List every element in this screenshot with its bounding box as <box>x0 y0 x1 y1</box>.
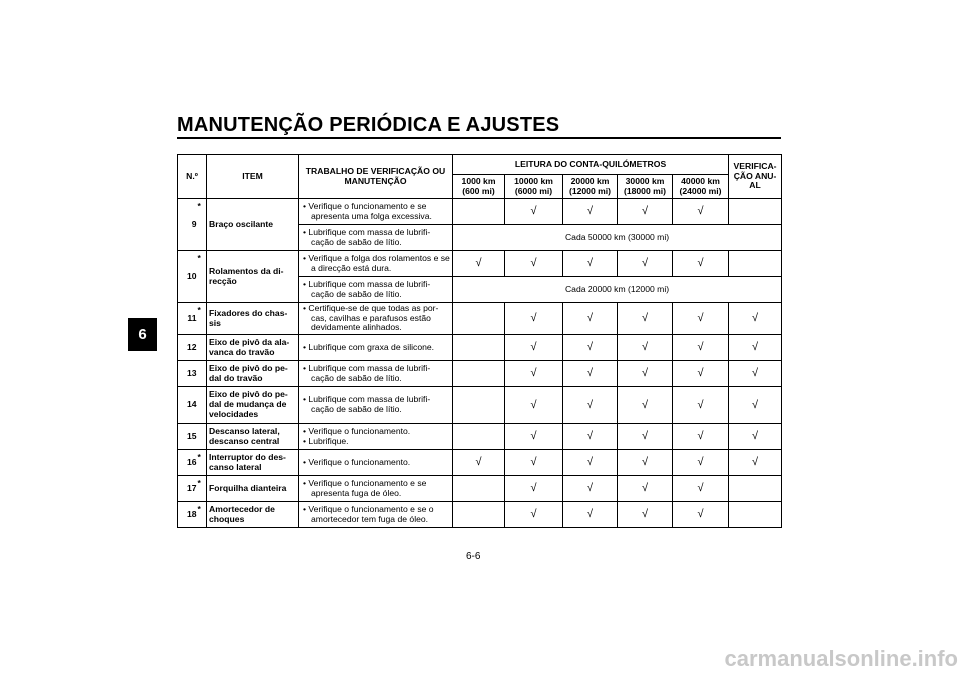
check-mark: √ <box>673 502 729 528</box>
check-mark: √ <box>618 199 673 225</box>
watermark: carmanualsonline.info <box>724 646 958 671</box>
check-mark: √ <box>729 450 782 476</box>
table-row <box>178 199 782 225</box>
check-mark: √ <box>563 361 618 387</box>
check-mark: √ <box>618 387 673 424</box>
row-number: 12 <box>178 335 198 361</box>
check-mark: √ <box>673 335 729 361</box>
check-mark: √ <box>673 450 729 476</box>
check-mark: √ <box>563 424 618 450</box>
dealer-mark <box>198 424 207 450</box>
check-mark: √ <box>563 199 618 225</box>
check-mark: √ <box>505 424 563 450</box>
item-name: Braço oscilante <box>207 199 299 251</box>
item-name: Fixadores do chas-sis <box>207 303 299 335</box>
check-mark: √ <box>729 335 782 361</box>
header-interval: 30000 km (18000 mi) <box>618 175 673 199</box>
table-row <box>178 502 782 528</box>
dealer-mark: * <box>198 476 207 502</box>
row-number: 9 <box>178 199 198 251</box>
row-number: 17 <box>178 476 198 502</box>
check-mark: √ <box>618 476 673 502</box>
item-name: Eixo de pivô da ala-vanca do travão <box>207 335 299 361</box>
row-number: 11 <box>178 303 198 335</box>
table-row <box>178 251 782 277</box>
check-mark: √ <box>618 502 673 528</box>
task-description: • Lubrifique com massa de lubrifi-cação de sabão de lítio. <box>299 361 453 387</box>
page-title: MANUTENÇÃO PERIÓDICA E AJUSTES <box>177 114 560 136</box>
item-name: Amortecedor de choques <box>207 502 299 528</box>
check-mark: √ <box>563 251 618 277</box>
header-work: TRABALHO DE VERIFICAÇÃO OU MANUTENÇÃO <box>299 155 453 199</box>
check-mark: √ <box>563 476 618 502</box>
check-mark: √ <box>563 335 618 361</box>
row-number: 15 <box>178 424 198 450</box>
check-mark: √ <box>618 303 673 335</box>
check-mark <box>453 199 505 225</box>
maintenance-table-body <box>178 199 782 528</box>
task-description: • Verifique o funcionamento e se o amortecedor tem fuga de óleo. <box>299 502 453 528</box>
check-mark: √ <box>505 199 563 225</box>
check-mark: √ <box>618 361 673 387</box>
check-mark: √ <box>563 502 618 528</box>
check-mark <box>729 251 782 277</box>
task-description: • Lubrifique com massa de lubrifi-cação de sabão de lítio. <box>299 277 453 303</box>
item-name: Descanso lateral, descanso central <box>207 424 299 450</box>
header-item: ITEM <box>207 155 299 199</box>
table-row <box>178 476 782 502</box>
header-annual: VERIFICA-ÇÃO ANU-AL <box>729 155 782 199</box>
check-mark: √ <box>673 361 729 387</box>
check-mark <box>729 476 782 502</box>
maintenance-table <box>177 154 782 528</box>
check-mark: √ <box>729 303 782 335</box>
task-description: • Verifique o funcionamento e se apresenta fuga de óleo. <box>299 476 453 502</box>
check-mark: √ <box>505 361 563 387</box>
check-mark: √ <box>505 303 563 335</box>
check-mark: √ <box>618 335 673 361</box>
task-description: • Lubrifique com massa de lubrifi-cação de sabão de lítio. <box>299 225 453 251</box>
title-rule <box>177 137 781 139</box>
task-description: • Verifique o funcionamento. • Lubrifique. <box>299 424 453 450</box>
dealer-mark: * <box>198 502 207 528</box>
check-mark: √ <box>505 387 563 424</box>
check-mark <box>453 424 505 450</box>
task-description: • Certifique-se de que todas as por-cas, cavilhas e parafusos estão devidamente alinhados. <box>299 303 453 335</box>
dealer-mark: * <box>198 199 207 251</box>
header-interval: 1000 km (600 mi) <box>453 175 505 199</box>
task-description: • Lubrifique com graxa de silicone. <box>299 335 453 361</box>
check-mark: √ <box>505 251 563 277</box>
check-mark <box>453 335 505 361</box>
check-mark: √ <box>673 199 729 225</box>
check-mark <box>729 502 782 528</box>
dealer-mark <box>198 387 207 424</box>
header-no: N.º <box>178 155 207 199</box>
header-interval: 40000 km (24000 mi) <box>673 175 729 199</box>
dealer-mark: * <box>198 251 207 303</box>
task-description: • Verifique o funcionamento e se apresenta uma folga excessiva. <box>299 199 453 225</box>
check-mark: √ <box>505 476 563 502</box>
check-mark: √ <box>505 450 563 476</box>
chapter-tab: 6 <box>128 318 157 351</box>
check-mark: √ <box>729 361 782 387</box>
check-mark <box>453 387 505 424</box>
check-mark: √ <box>453 251 505 277</box>
item-name: Rolamentos da di-recção <box>207 251 299 303</box>
check-mark: √ <box>673 303 729 335</box>
dealer-mark: * <box>198 450 207 476</box>
task-description: • Verifique o funcionamento. <box>299 450 453 476</box>
check-mark: √ <box>729 387 782 424</box>
check-mark: √ <box>729 424 782 450</box>
interval-note: Cada 20000 km (12000 mi) <box>453 277 782 303</box>
check-mark: √ <box>618 251 673 277</box>
row-number: 18 <box>178 502 198 528</box>
check-mark <box>729 199 782 225</box>
check-mark: √ <box>673 424 729 450</box>
item-name: Forquilha dianteira <box>207 476 299 502</box>
table-row <box>178 387 782 424</box>
check-mark: √ <box>453 450 505 476</box>
item-name: Eixo de pivô do pe-dal de mudança de velocidades <box>207 387 299 424</box>
table-row <box>178 303 782 335</box>
header-odometer: LEITURA DO CONTA-QUILÓMETROS <box>453 155 729 175</box>
header-interval: 20000 km (12000 mi) <box>563 175 618 199</box>
check-mark: √ <box>563 303 618 335</box>
check-mark: √ <box>505 335 563 361</box>
row-number: 10 <box>178 251 198 303</box>
check-mark <box>453 303 505 335</box>
check-mark: √ <box>618 424 673 450</box>
header-interval: 10000 km (6000 mi) <box>505 175 563 199</box>
table-row <box>178 335 782 361</box>
check-mark <box>453 361 505 387</box>
header-row <box>178 155 782 175</box>
check-mark: √ <box>505 502 563 528</box>
interval-note: Cada 50000 km (30000 mi) <box>453 225 782 251</box>
item-name: Eixo de pivô do pe-dal do travão <box>207 361 299 387</box>
table-row <box>178 450 782 476</box>
table-row <box>178 361 782 387</box>
check-mark <box>453 502 505 528</box>
task-description: • Lubrifique com massa de lubrifi-cação de sabão de lítio. <box>299 387 453 424</box>
check-mark <box>453 476 505 502</box>
row-number: 16 <box>178 450 198 476</box>
check-mark: √ <box>673 476 729 502</box>
table-row <box>178 424 782 450</box>
check-mark: √ <box>618 450 673 476</box>
check-mark: √ <box>673 387 729 424</box>
dealer-mark: * <box>198 303 207 335</box>
dealer-mark <box>198 361 207 387</box>
dealer-mark <box>198 335 207 361</box>
check-mark: √ <box>563 387 618 424</box>
row-number: 13 <box>178 361 198 387</box>
row-number: 14 <box>178 387 198 424</box>
check-mark: √ <box>673 251 729 277</box>
task-description: • Verifique a folga dos rolamentos e se a direcção está dura. <box>299 251 453 277</box>
item-name: Interruptor do des-canso lateral <box>207 450 299 476</box>
check-mark: √ <box>563 450 618 476</box>
